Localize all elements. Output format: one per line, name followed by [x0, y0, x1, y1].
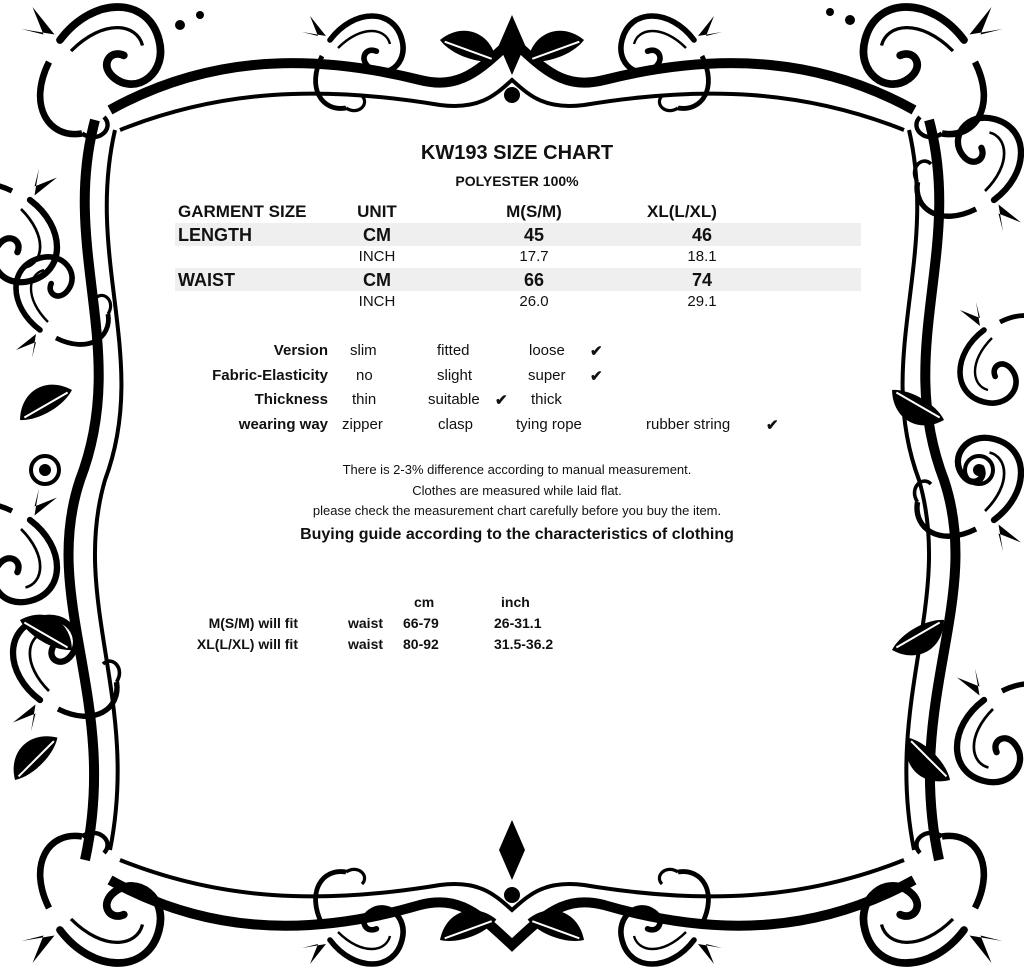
fit-inch: 26-31.1: [494, 615, 542, 631]
fit-header-inch: inch: [501, 594, 530, 610]
fit-cm: 80-92: [403, 636, 439, 652]
attr-label-version: Version: [273, 342, 328, 359]
page-title: KW193 SIZE CHART: [420, 142, 614, 164]
attr-option: thick: [531, 391, 562, 408]
cell-unit: CM: [363, 270, 391, 290]
cell-unit: INCH: [358, 293, 396, 310]
material-label: POLYESTER 100%: [455, 173, 579, 189]
header-xl: XL(L/XL): [647, 202, 717, 221]
cell-unit: INCH: [358, 248, 396, 265]
fit-size: M(S/M) will fit: [208, 615, 298, 631]
note-line: Clothes are measured while laid flat.: [412, 483, 622, 498]
fit-part: waist: [348, 636, 384, 652]
fit-part: waist: [348, 615, 384, 631]
check-icon: ✔: [590, 368, 603, 385]
header-unit: UNIT: [357, 202, 397, 221]
cell-m: 26.0: [519, 293, 549, 310]
cell-xl: 29.1: [687, 293, 717, 310]
frame-top: [22, 7, 1003, 137]
cell-m: 17.7: [519, 248, 549, 265]
attr-option: loose: [529, 342, 565, 359]
attr-option: suitable: [428, 391, 480, 408]
attr-label-elasticity: Fabric-Elasticity: [212, 367, 328, 384]
fit-inch: 31.5-36.2: [494, 636, 554, 652]
buying-guide-heading: Buying guide according to the characteristics of clothing: [300, 526, 734, 543]
attr-option: thin: [352, 391, 377, 408]
check-icon: ✔: [495, 392, 508, 409]
attr-label-thickness: Thickness: [254, 391, 328, 408]
cell-m: 45: [523, 225, 545, 245]
frame-bottom: [22, 820, 1003, 964]
attr-option: tying rope: [516, 416, 582, 433]
attr-option: clasp: [438, 416, 474, 433]
fit-header-cm: cm: [414, 594, 435, 610]
attr-label-wearing-way: wearing way: [238, 416, 328, 433]
attr-option: slight: [437, 367, 473, 384]
cell-xl: 46: [691, 225, 713, 245]
fit-cm: 66-79: [403, 615, 439, 631]
cell-m: 66: [523, 270, 545, 290]
row-label-length: LENGTH: [178, 225, 252, 245]
row-label-waist: WAIST: [178, 270, 235, 290]
cell-xl: 18.1: [687, 248, 717, 265]
header-m: M(S/M): [506, 202, 562, 221]
attr-option: slim: [350, 342, 377, 359]
attr-option: rubber string: [646, 416, 731, 433]
note-line: please check the measurement chart carefully before you buy the item.: [312, 503, 722, 518]
attr-option: fitted: [437, 342, 470, 359]
attr-option: zipper: [342, 416, 383, 433]
header-garment-size: GARMENT SIZE: [178, 202, 307, 221]
attr-option: super: [528, 367, 566, 384]
attr-option: no: [356, 367, 373, 384]
check-icon: ✔: [590, 343, 603, 360]
fit-size: XL(L/XL) will fit: [196, 636, 298, 652]
note-line: There is 2-3% difference according to manual measurement.: [342, 462, 692, 477]
cell-xl: 74: [691, 270, 713, 290]
cell-unit: CM: [363, 225, 391, 245]
check-icon: ✔: [766, 417, 779, 434]
